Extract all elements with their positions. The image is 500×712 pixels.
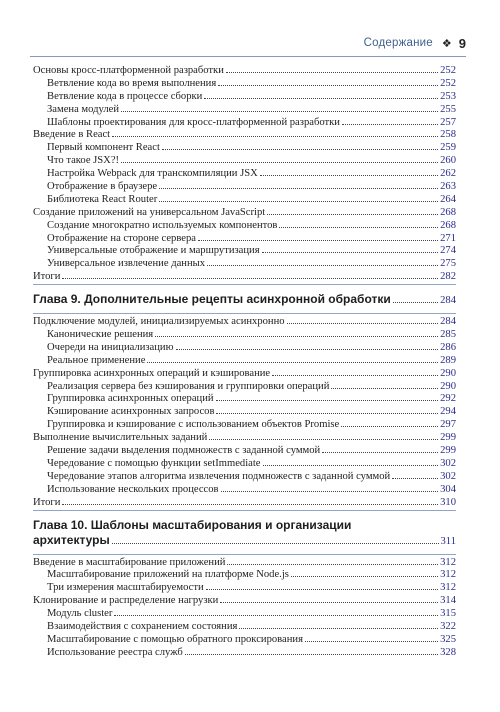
leader-dots [159,180,438,189]
toc-entry-page: 252 [440,77,456,89]
leader-dots [121,154,438,163]
toc-entry-title: Три измерения масштабируемости [47,582,204,594]
toc-entry-page: 284 [440,316,456,328]
leader-dots [267,206,438,215]
chapter-10-page: 311 [440,535,456,547]
table-of-contents [33,64,456,659]
leader-dots [226,64,438,73]
toc-entry-page: 322 [440,620,456,632]
leader-dots [204,90,438,99]
toc-entry-title: Библиотека React Router [47,193,158,205]
toc-entry-page: 253 [440,90,456,102]
leader-dots [272,367,438,376]
toc-entry[interactable] [33,257,456,270]
toc-entry-page: 302 [440,457,456,469]
toc-entry-title: Подключение модулей, инициализируемых асинхронно [33,316,285,328]
toc-entry[interactable] [33,392,456,405]
leader-dots [62,496,438,505]
toc-entry[interactable] [33,77,456,90]
leader-dots [305,633,438,642]
toc-entry[interactable] [33,141,456,154]
toc-entry[interactable] [33,418,456,431]
leader-dots [220,594,438,603]
toc-entry[interactable] [33,328,456,341]
toc-entry[interactable] [33,367,456,380]
toc-entry-title: Универсальные отображение и маршрутизация [47,245,260,257]
leader-dots [322,444,438,453]
toc-entry-page: 289 [440,354,456,366]
section-divider [33,284,456,285]
toc-entry-page: 292 [440,393,456,405]
toc-entry[interactable] [33,103,456,116]
toc-entry-page: 310 [440,496,456,508]
toc-entry[interactable] [33,405,456,418]
chapter-9-page: 284 [440,295,456,307]
toc-entry-page: 258 [440,129,456,141]
leader-dots [198,232,438,241]
toc-entry[interactable] [33,646,456,659]
leader-dots [121,103,438,112]
toc-entry-page: 290 [440,380,456,392]
leader-dots [227,556,438,565]
toc-entry[interactable] [33,116,456,129]
toc-section-chapter8-tail [33,64,456,283]
leader-dots [207,257,438,266]
toc-entry-title: Введение в масштабирование приложений [33,556,226,568]
toc-entry[interactable] [33,444,456,457]
toc-entry[interactable] [33,581,456,594]
leader-dots [342,116,438,125]
toc-entry[interactable] [33,193,456,206]
leader-dots [262,244,439,253]
toc-entry-title: Настройка Webpack для транскомпиляции JSX [47,168,258,180]
toc-entry-page: 260 [440,155,456,167]
toc-entry[interactable] [33,244,456,257]
toc-entry[interactable] [33,470,456,483]
leader-dots [287,315,439,324]
toc-entry-title: Реальное применение [47,354,146,366]
toc-entry-title: Первый компонент React [47,142,160,154]
chapter-9-heading[interactable] [33,292,456,308]
toc-entry-title: Клонирование и распределение нагрузки [33,595,219,607]
leader-dots [185,646,438,655]
toc-entry-page: 328 [440,646,456,658]
chapter-10-heading[interactable] [33,518,456,549]
chapter-9-heading-block [33,286,456,312]
running-header-title: Содержание [363,37,433,49]
toc-entry-title: Основы кросс-платформенной разработки [33,65,224,76]
toc-entry-page: 299 [440,445,456,457]
toc-entry-title: Введение в React [33,129,111,141]
toc-entry[interactable] [33,594,456,607]
toc-entry[interactable] [33,607,456,620]
toc-entry[interactable] [33,380,456,393]
toc-entry[interactable] [33,496,456,509]
toc-entry-title: Ветвление кода во время выполнения [47,77,217,89]
toc-entry-page: 290 [440,367,456,379]
toc-entry-page: 312 [440,582,456,594]
toc-entry-title: Создание приложений на универсальном JavaScript [33,206,266,218]
leader-dots [216,392,439,401]
toc-entry-page: 274 [440,245,456,257]
leader-dots [239,620,438,629]
toc-entry-title: Кэширование асинхронных запросов [47,406,215,418]
toc-entry-page: 259 [440,142,456,154]
toc-section-chapter10 [33,556,456,659]
toc-entry[interactable] [33,90,456,103]
toc-entry-page: 314 [440,595,456,607]
toc-entry[interactable] [33,270,456,283]
toc-entry-page: 312 [440,569,456,581]
chapter-10-title-line1: Глава 10. Шаблоны масштабирования и организации [33,517,352,532]
toc-entry[interactable] [33,556,456,569]
leader-dots [147,354,438,363]
toc-entry-title: Отображение в браузере [47,181,158,193]
toc-entry[interactable] [33,232,456,245]
toc-entry-page: 286 [440,341,456,353]
ornament-icon: ❖ [441,36,452,50]
chapter-9-title: Глава 9. Дополнительные рецепты асинхронной обработки [33,292,391,307]
leader-dots [393,293,438,303]
leader-dots [162,141,438,150]
toc-entry-page: 294 [440,406,456,418]
section-divider [33,313,456,314]
toc-entry-title: Замена модулей [47,103,120,115]
toc-entry-title: Чередование этапов алгоритма извлечения подмножеств с заданной суммой [47,470,391,482]
toc-entry[interactable] [33,568,456,581]
toc-entry-title: Масштабирование приложений на платформе Node.js [47,569,289,581]
toc-entry-page: 304 [440,483,456,495]
leader-dots [279,219,438,228]
leader-dots [112,534,439,544]
leader-dots [159,193,438,202]
toc-entry[interactable] [33,354,456,367]
toc-entry-title: Реализация сервера без кэширования и группировки операций [47,380,330,392]
toc-entry-title: Масштабирование с помощью обратного проксирования [47,633,303,645]
toc-entry[interactable] [33,315,456,328]
toc-entry-title: Группировка и кэширование с использованием объектов Promise [47,419,340,431]
toc-entry-page: 275 [440,258,456,270]
toc-entry-title: Решение задачи выделения подмножеств с заданной суммой [47,445,321,457]
toc-entry-page: 257 [440,116,456,128]
toc-entry-title: Канонические решения [47,329,154,341]
toc-entry-title: Итоги [33,496,61,508]
leader-dots [62,270,438,279]
toc-entry-page: 299 [440,432,456,444]
toc-entry-page: 315 [440,608,456,620]
toc-entry-title: Итоги [33,271,61,283]
toc-entry-title: Выполнение вычислительных заданий [33,432,208,444]
leader-dots [341,418,438,427]
toc-entry-page: 264 [440,193,456,205]
toc-entry-title: Создание многократно используемых компонентов [47,219,278,231]
toc-entry-title: Что такое JSX?! [47,155,120,167]
section-divider [33,554,456,555]
toc-entry-page: 312 [440,556,456,568]
leader-dots [114,607,438,616]
toc-entry-page: 255 [440,103,456,115]
toc-entry-title: Ветвление кода в процессе сборки [47,90,203,102]
toc-entry-title: Взаимодействия с сохранением состояния [47,620,238,632]
leader-dots [260,167,438,176]
toc-entry[interactable] [33,219,456,232]
toc-entry-page: 262 [440,168,456,180]
toc-entry[interactable] [33,180,456,193]
leader-dots [206,581,438,590]
page-number: 9 [458,35,466,51]
toc-entry[interactable] [33,341,456,354]
toc-entry[interactable] [33,633,456,646]
toc-entry-title: Очереди на инициализацию [47,341,174,353]
chapter-10-heading-block [33,512,456,553]
chapter-10-title-line2: архитектуры [33,532,110,547]
toc-entry-page: 302 [440,470,456,482]
toc-entry-page: 271 [440,232,456,244]
leader-dots [112,128,438,137]
section-divider [33,510,456,511]
toc-entry-title: Использование реестра служб [47,646,183,658]
leader-dots [216,405,438,414]
leader-dots [155,328,438,337]
leader-dots [218,77,438,86]
toc-entry-page: 268 [440,206,456,218]
toc-entry-page: 268 [440,219,456,231]
toc-entry-title: Шаблоны проектирования для кросс-платформенной разработки [47,116,340,128]
toc-entry-page: 325 [440,633,456,645]
leader-dots [392,470,438,479]
toc-entry[interactable] [33,483,456,496]
toc-entry-page: 297 [440,419,456,431]
toc-entry[interactable] [33,620,456,633]
toc-entry-page: 252 [440,65,456,76]
toc-entry-page: 285 [440,329,456,341]
toc-entry-title: Модуль cluster [47,608,113,620]
toc-entry-title: Использование нескольких процессов [47,483,219,495]
toc-entry-title: Чередование с помощью функции setImmediate [47,457,261,469]
toc-entry-title: Универсальное извлечение данных [47,258,206,270]
toc-entry-title: Отображение на стороне сервера [47,232,196,244]
toc-entry-page: 263 [440,181,456,193]
toc-entry[interactable] [33,154,456,167]
toc-entry-title: Группировка асинхронных операций [47,393,214,405]
leader-dots [209,431,438,440]
toc-section-chapter9 [33,315,456,508]
leader-dots [176,341,439,350]
leader-dots [331,380,438,389]
leader-dots [263,457,439,466]
toc-entry[interactable] [33,64,456,77]
toc-entry-page: 282 [440,271,456,283]
leader-dots [221,483,439,492]
toc-entry[interactable] [33,457,456,470]
toc-entry[interactable] [33,128,456,141]
toc-entry[interactable] [33,167,456,180]
leader-dots [291,568,438,577]
toc-entry[interactable] [33,206,456,219]
toc-entry-title: Группировка асинхронных операций и кэширование [33,367,271,379]
toc-entry[interactable] [33,431,456,444]
running-header [30,30,466,57]
